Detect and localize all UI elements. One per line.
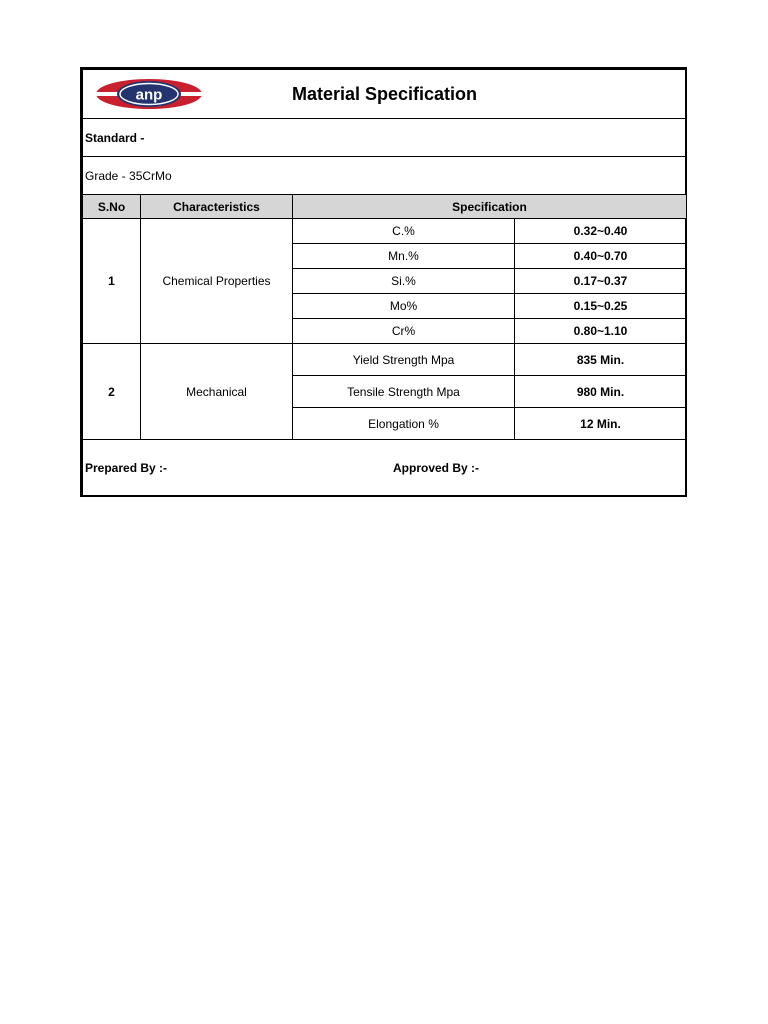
property-value: 0.80~1.10 xyxy=(515,319,687,344)
characteristic-cell: Chemical Properties xyxy=(141,219,293,344)
property-value: 12 Min. xyxy=(515,408,687,440)
table-row xyxy=(83,344,687,376)
spec-table xyxy=(82,69,687,497)
document-title: Material Specification xyxy=(291,84,478,104)
sno-cell: 2 xyxy=(83,344,141,440)
property-value: 0.32~0.40 xyxy=(515,219,687,244)
characteristic-cell: Mechanical xyxy=(141,344,293,440)
standard-label: Standard - xyxy=(83,119,687,157)
sno-cell: 1 xyxy=(83,219,141,344)
property-value: 0.17~0.37 xyxy=(515,269,687,294)
approved-by-label: Approved By :- xyxy=(393,461,480,475)
property-name: Elongation % xyxy=(293,408,515,440)
property-value: 0.15~0.25 xyxy=(515,294,687,319)
table-row xyxy=(83,219,687,244)
property-name: Tensile Strength Mpa xyxy=(293,376,515,408)
column-header-characteristics: Characteristics xyxy=(141,195,293,219)
title-row xyxy=(83,70,687,119)
property-value: 980 Min. xyxy=(515,376,687,408)
column-header-specification: Specification xyxy=(293,195,687,219)
property-name: Cr% xyxy=(293,319,515,344)
spec-sheet xyxy=(80,67,687,497)
prepared-by-label: Prepared By :- xyxy=(85,461,168,475)
property-value: 0.40~0.70 xyxy=(515,244,687,269)
property-name: Yield Strength Mpa xyxy=(293,344,515,376)
property-name: Mo% xyxy=(293,294,515,319)
signature-row xyxy=(83,440,687,497)
property-name: C.% xyxy=(293,219,515,244)
logo-text: anp xyxy=(135,86,163,104)
property-name: Si.% xyxy=(293,269,515,294)
property-value: 835 Min. xyxy=(515,344,687,376)
column-header-sno: S.No xyxy=(83,195,141,219)
grade-label: Grade - 35CrMo xyxy=(83,157,687,195)
property-name: Mn.% xyxy=(293,244,515,269)
